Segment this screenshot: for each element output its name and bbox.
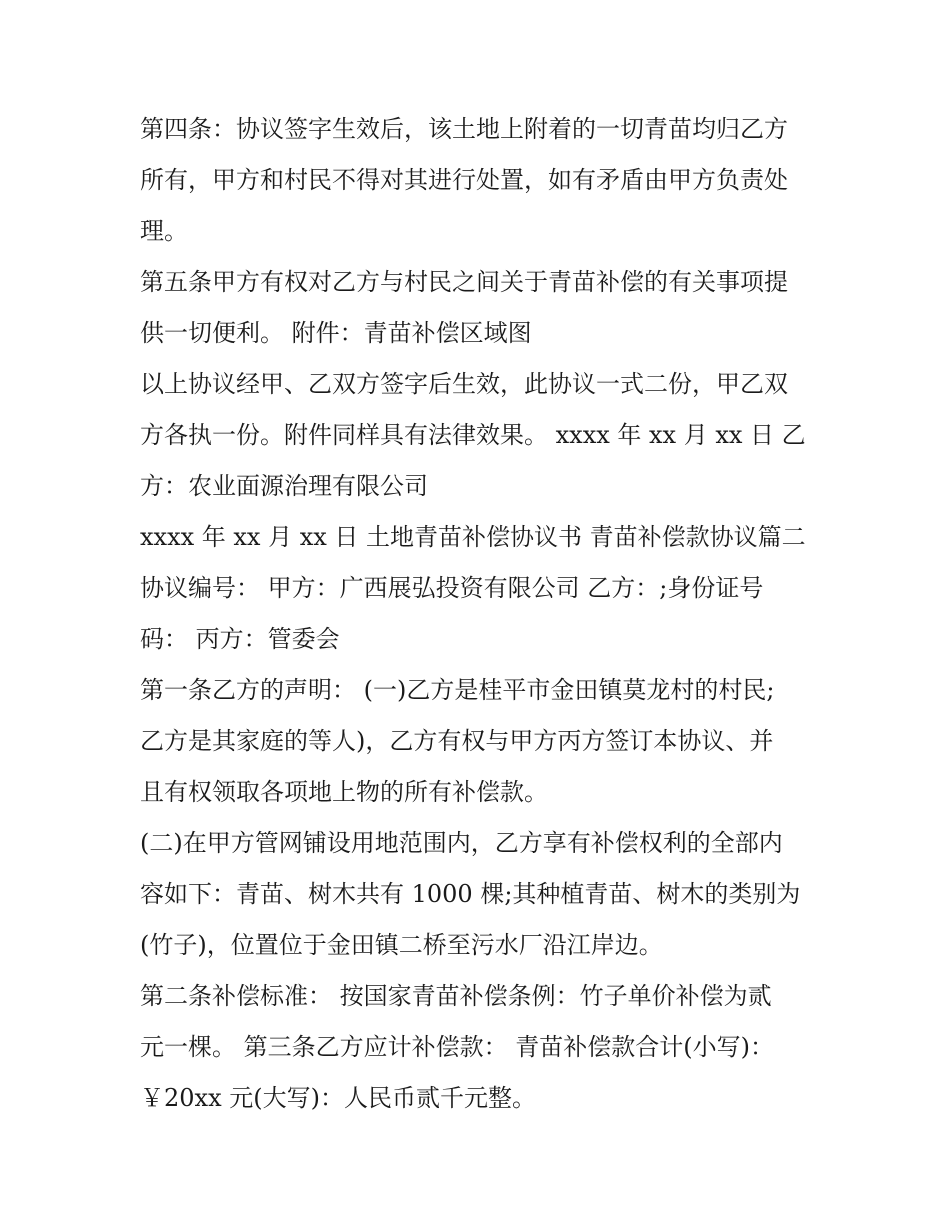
- text-line: 码： 丙方：管委会: [140, 625, 340, 653]
- text-line: 元一棵。 第三条乙方应计补偿款： 青苗补偿款合计(小写)：: [140, 1033, 774, 1061]
- text-line: 协议编号： 甲方：广西展弘投资有限公司 乙方：;身份证号: [140, 574, 764, 602]
- text-line: 第四条：协议签字生效后，该土地上附着的一切青苗均归乙方: [140, 115, 788, 143]
- document-body: [140, 104, 820, 1124]
- text-line: 以上协议经甲、乙双方签字后生效，此协议一式二份，甲乙双: [140, 370, 788, 398]
- text-line: 所有，甲方和村民不得对其进行处置，如有矛盾由甲方负责处: [140, 166, 788, 194]
- text-line: 供一切便利。 附件：青苗补偿区域图: [140, 319, 532, 347]
- text-line: ￥20xx 元(大写)：人民币贰千元整。: [140, 1084, 536, 1112]
- text-line: 方：农业面源治理有限公司: [140, 472, 428, 500]
- text-line: 理。: [140, 217, 188, 245]
- clause-one-declaration-paragraph: [140, 665, 820, 818]
- text-line: 第一条乙方的声明： (一)乙方是桂平市金田镇莫龙村的村民;: [140, 676, 775, 704]
- agreement-two-header-paragraph: [140, 512, 820, 665]
- text-line: 方各执一份。附件同样具有法律效果。 xxxx 年 xx 月 xx 日 乙: [140, 421, 806, 449]
- text-line: 容如下：青苗、树木共有 1000 棵;其种植青苗、树木的类别为: [140, 880, 801, 908]
- text-line: (二)在甲方管网铺设用地范围内，乙方享有补偿权利的全部内: [140, 829, 783, 857]
- text-line: 且有权领取各项地上物的所有补偿款。: [140, 778, 548, 806]
- compensation-standard-paragraph: [140, 971, 820, 1124]
- text-line: xxxx 年 xx 月 xx 日 土地青苗补偿协议书 青苗补偿款协议篇二: [140, 523, 806, 551]
- clause-five-paragraph: [140, 257, 820, 359]
- clause-four-paragraph: [140, 104, 820, 257]
- text-line: (竹子)，位置位于金田镇二桥至污水厂沿江岸边。: [140, 931, 663, 959]
- text-line: 乙方是其家庭的等人)，乙方有权与甲方丙方签订本协议、并: [140, 727, 774, 755]
- effectiveness-paragraph: [140, 359, 820, 512]
- text-line: 第二条补偿标准： 按国家青苗补偿条例：竹子单价补偿为贰: [140, 982, 772, 1010]
- text-line: 第五条甲方有权对乙方与村民之间关于青苗补偿的有关事项提: [140, 268, 788, 296]
- compensation-scope-paragraph: [140, 818, 820, 971]
